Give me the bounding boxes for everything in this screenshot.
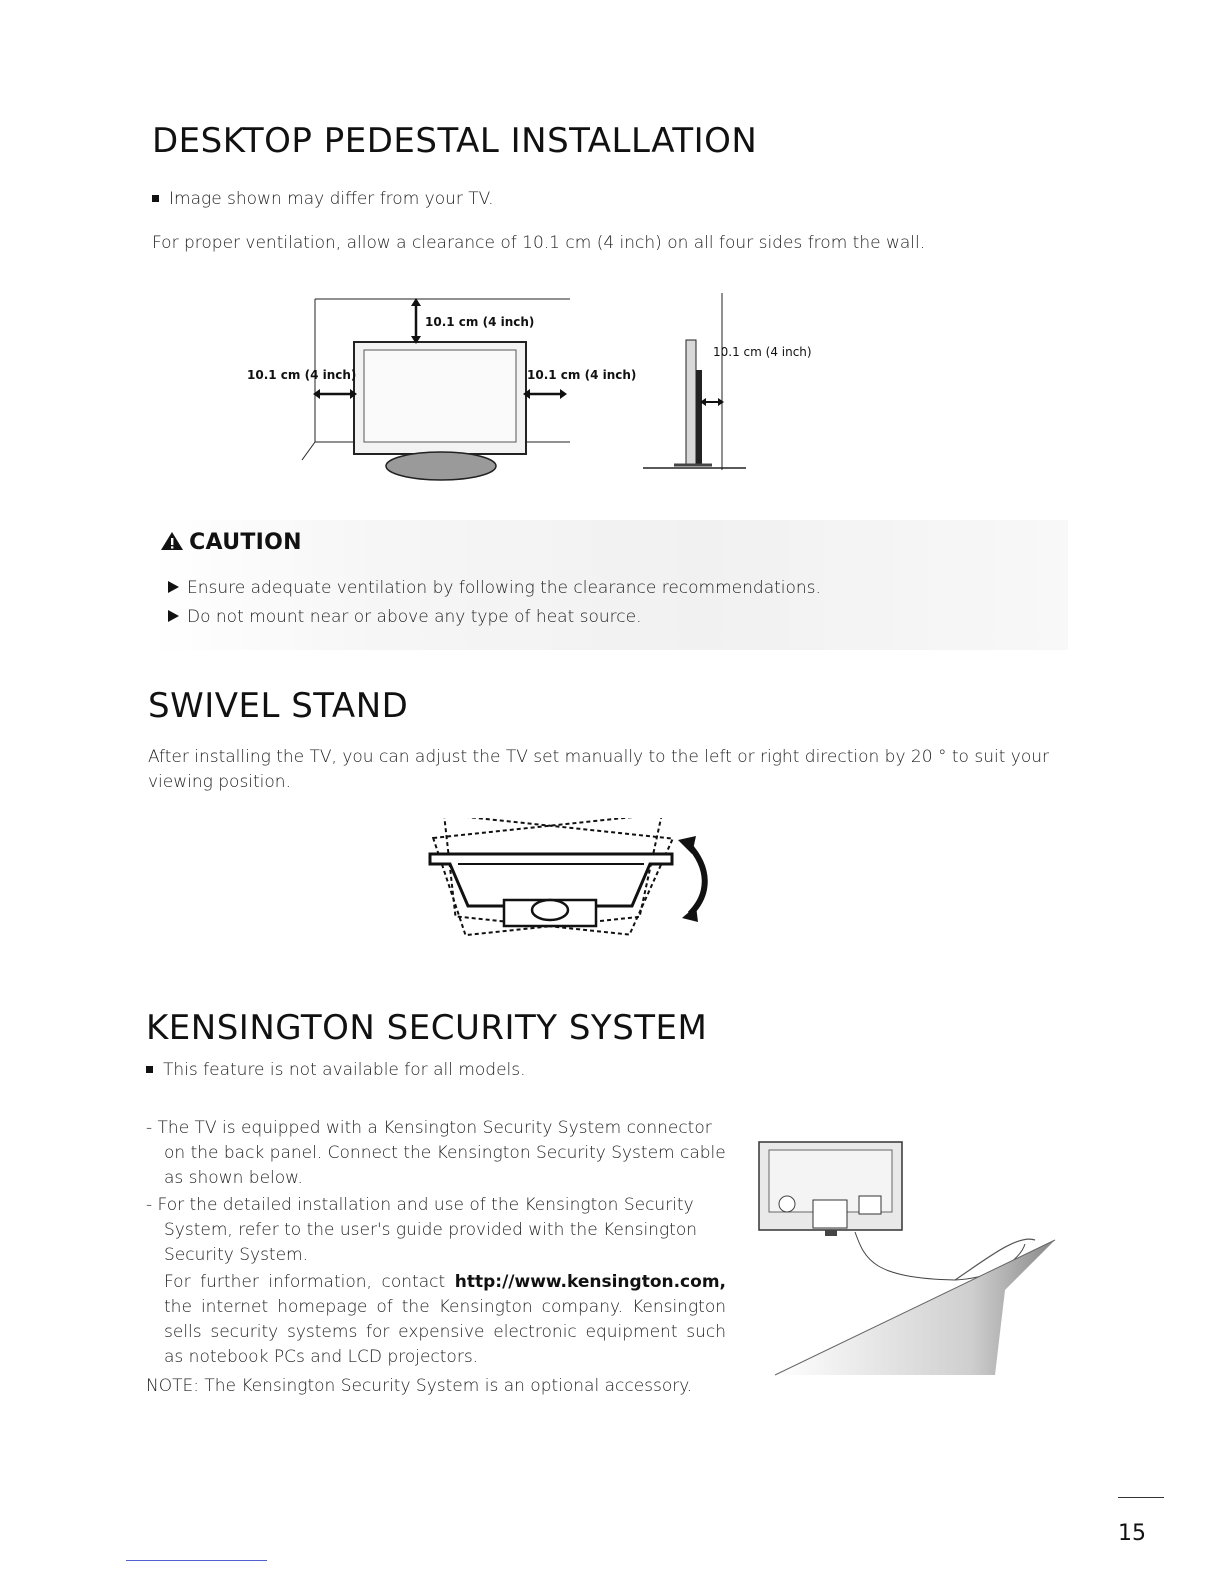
pedestal-title: DESKTOP PEDESTAL INSTALLATION — [152, 121, 758, 161]
kensington-url-link[interactable]: http://www.kensington.com, — [454, 1272, 726, 1292]
caution-heading: CAUTION — [160, 530, 302, 555]
kensington-note: This feature is not available for all models. — [146, 1058, 526, 1083]
swivel-title: SWIVEL STAND — [148, 686, 409, 726]
bullet-arrow-icon — [168, 581, 179, 593]
kensington-item-2: - For the detailed installation and use of the Kensington Security System, refer to the user's guide provided with the Kensington Security System. — [146, 1195, 697, 1265]
kensington-further-info: For further information, contact http://www.kensington.com, the internet homepage of the Kensington company. Kensington sells security systems for expensive electronic equipment such as notebook PCs and LCD projectors. — [164, 1272, 726, 1367]
side-clearance-label: 10.1 cm (4 inch) — [713, 345, 812, 359]
pedestal-note: Image shown may differ from your TV. — [152, 187, 494, 212]
pedestal-body: For proper ventilation, allow a clearance of 10.1 cm (4 inch) on all four sides from the wall. — [152, 233, 926, 253]
kensington-illustration — [755, 1140, 1060, 1380]
bullet-square-icon — [152, 195, 159, 202]
caution-item-1: Ensure adequate ventilation by following the clearance recommendations. — [168, 576, 821, 601]
left-clearance-label: 10.1 cm (4 inch) — [247, 368, 357, 382]
swivel-body: After installing the TV, you can adjust the TV set manually to the left or right direction by 20 ° to suit your viewing position. — [148, 747, 1049, 792]
warning-triangle-icon — [160, 531, 184, 551]
caution-item-2: Do not mount near or above any type of heat source. — [168, 605, 642, 630]
kensington-footnote: NOTE: The Kensington Security System is an optional accessory. — [146, 1376, 693, 1396]
kensington-details — [146, 1116, 726, 1399]
bullet-arrow-icon — [168, 610, 179, 622]
page-number: 15 — [1118, 1521, 1146, 1546]
blue-underline-mark — [126, 1560, 267, 1561]
bullet-square-icon — [146, 1066, 153, 1073]
swivel-diagram — [420, 818, 720, 938]
right-clearance-label: 10.1 cm (4 inch) — [527, 368, 637, 382]
footer-rule — [1118, 1497, 1164, 1498]
kensington-item-1: - The TV is equipped with a Kensington Security System connector on the back panel. Connect the Kensington Security System cable as shown below. — [146, 1118, 726, 1188]
side-clearance-diagram — [640, 290, 760, 475]
top-clearance-label: 10.1 cm (4 inch) — [425, 315, 535, 329]
kensington-title: KENSINGTON SECURITY SYSTEM — [146, 1008, 708, 1048]
